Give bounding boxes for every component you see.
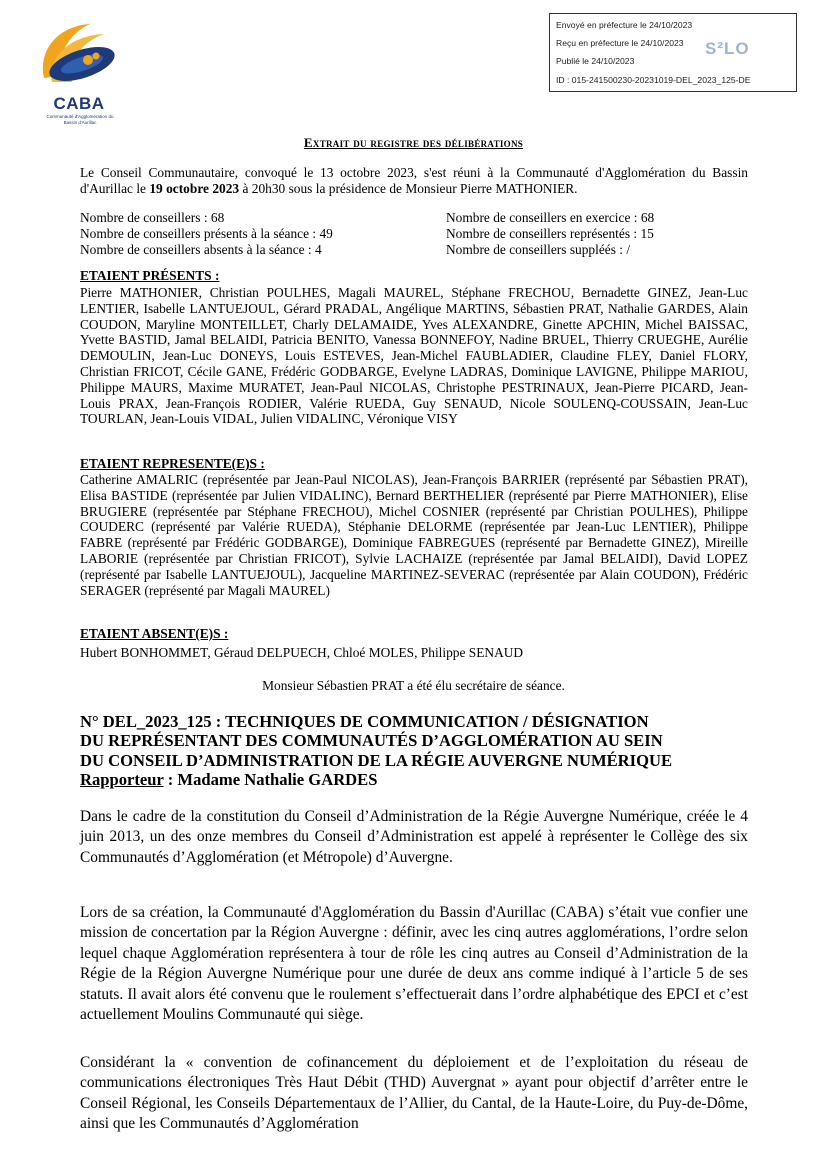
document-heading: Extrait du registre des délibérations	[303, 135, 524, 150]
paragraph-3: Considérant la « convention de cofinancement du déploiement et de l’exploitation du réseau de communications électroniques Très Haut Débit (THD) Auvergnat » ayant pour objectif d’arrêter entre le Conseil Régional, les Conseils Départementaux de l’Allier, du Cantal, de la Haute-Loire, du Puy-de-Dôme, ainsi que les Communautés d’Agglomération	[80, 1054, 748, 1133]
logo-subtitle: Communauté d'Agglomération du Bassin d'Aurillac	[46, 114, 114, 125]
represented-list: Catherine AMALRIC (représentée par Jean-Paul NICOLAS), Jean-François BARRIER (représenté par Sébastien PRAT), Elisa BASTIDE (représentée par Julien VIDALINC), Bernard BERTHELIER (représenté par Pierre MATHONIER), Elise BRUGIERE (représentée par Stéphane FRECHOU), Michel COSNIER (représenté par Christian POULHES), Philippe COUDERC (représenté par Valérie RUEDA), Stéphanie DELORME (représentée par Jean-Luc LENTIER), Philippe FABRE (représenté par Frédéric GODBARGE), Dominique FABREGUES (représenté par Bernadette GINEZ), Mireille LABORIE (représentée par Christian FRICOT), Sylvie LACHAIZE (représentée par Jamal BELAIDI), David LOPEZ (représenté par Isabelle LANTUEJOUL), Jacqueline MARTINEZ-SEVERAC (représentée par Alain COUDON), Frédéric SERAGER (représenté par Magali MAUREL)	[80, 472, 748, 598]
prefecture-stamp	[549, 13, 797, 92]
paragraph-2: Lors de sa création, la Communauté d'Agglomération du Bassin d'Aurillac (CABA) s’était vue confier une mission de concertation par la Région Auvergne : définir, avec les cinq autres agglomérations, l’ordre selon lequel chaque Agglomération représentera à tour de rôle les cinq autres au Conseil d’Administration de la Régie de la Région Auvergne Numérique pour une durée de deux ans comme indiqué à l’article 5 de ses statuts. Il avait alors été convenu que le roulement s’effectuerait dans l’ordre alphabétique des EPCI et c’est actuellement Moulins Communauté qui siège.	[80, 904, 748, 1024]
rapporteur-label: Rapporteur	[80, 770, 164, 790]
deliberation-title: N° DEL_2023_125 : TECHNIQUES DE COMMUNICATION / DÉSIGNATION DU REPRÉSENTANT DES COMMUNAUTÉS D’AGGLOMÉRATION AU SEIN DU CONSEIL D’ADMINISTRATION DE LA RÉGIE AUVERGNE NUMÉRIQUE Rapporteur : Madame Nathalie GARDES	[80, 712, 673, 790]
stat-represented: Nombre de conseillers représentés : 15	[446, 225, 654, 241]
attendance-stats-right	[446, 210, 654, 257]
rapporteur-name: : Madame Nathalie GARDES	[163, 770, 378, 790]
presents-heading: ETAIENT PRÉSENTS :	[80, 268, 220, 283]
absents-heading: ETAIENT ABSENT(E)S :	[80, 626, 229, 641]
paragraph-1: Dans le cadre de la constitution du Conseil d’Administration de la Régie Auvergne Numérique, créée le 4 juin 2013, un des onze membres du Conseil d’Administration est appelé à représenter le Collège des six Communautés d’Agglomération (et Métropole) d’Auvergne.	[80, 808, 748, 866]
absents-list: Hubert BONHOMMET, Géraud DELPUECH, Chloé MOLES, Philippe SENAUD	[80, 645, 524, 660]
stat-present: Nombre de conseillers présents à la séance : 49	[80, 225, 333, 241]
stamp-sent-date: Envoyé en préfecture le 24/10/2023	[556, 20, 693, 30]
stamp-published-date: Publié le 24/10/2023	[556, 56, 635, 66]
represented-heading: ETAIENT REPRESENTE(E)S :	[80, 456, 265, 471]
attendance-stats-left	[80, 210, 333, 257]
stat-substituted: Nombre de conseillers suppléés : /	[446, 241, 631, 257]
stat-in-office: Nombre de conseillers en exercice : 68	[446, 210, 655, 225]
slo-mark: S²LO	[705, 39, 750, 58]
secretary-note: Monsieur Sébastien PRAT a été élu secrétaire de séance.	[262, 678, 565, 693]
caba-logo-emblem-icon	[38, 20, 120, 94]
stamp-received-date: Reçu en préfecture le 24/10/2023	[556, 38, 684, 48]
meeting-intro: Le Conseil Communautaire, convoqué le 13 octobre 2023, s'est réuni à la Communauté d'Agglomération du Bassin d'Aurillac le 19 octobre 2023 à 20h30 sous la présidence de Monsieur Pierre MATHONIER.	[80, 165, 748, 196]
presents-list: Pierre MATHONIER, Christian POULHES, Magali MAUREL, Stéphane FRECHOU, Bernadette GINEZ, Jean-Luc LENTIER, Isabelle LANTUEJOUL, Gérard PRADAL, Angélique MARTINS, Sébastien PRAT, Nathalie GARDES, Alain COUDON, Maryline MONTEILLET, Charly DELAMAIDE, Yves ALEXANDRE, Ginette APCHIN, Michel BAISSAC, Yvette BASTID, Jamal BELAIDI, Patricia BENITO, Vanessa BONNEFOY, Nadine BRUEL, Thierry CRUEGHE, Aurélie DEMOULIN, Jean-Luc DONEYS, Louis ESTEVES, Jean-Michel FAUBLADIER, Claudine FLEY, Daniel FLORY, Christian FRICOT, Cécile GANE, Frédéric GODBARGE, Evelyne LADRAS, Dominique LAVIGNE, Philippe MARIOU, Philippe MAURS, Maxime MURATET, Jean-Paul NICOLAS, Christophe PESTRINAUX, Jean-Pierre PICARD, Jean-Louis PRAX, Jean-François RODIER, Valérie RUEDA, Guy SENAUD, Nicole SOULENQ-COUSSAIN, Jean-Luc TOURLAN, Jean-Louis VIDAL, Julien VIDALINC, Véronique VISY	[80, 285, 748, 427]
stat-councillors: Nombre de conseillers : 68	[80, 210, 225, 225]
logo-name: CABA	[53, 94, 105, 113]
stamp-id: ID : 015-241500230-20231019-DEL_2023_125-DE	[556, 75, 751, 85]
caba-logo	[38, 20, 120, 130]
stat-absent: Nombre de conseillers absents à la séance : 4	[80, 241, 322, 257]
